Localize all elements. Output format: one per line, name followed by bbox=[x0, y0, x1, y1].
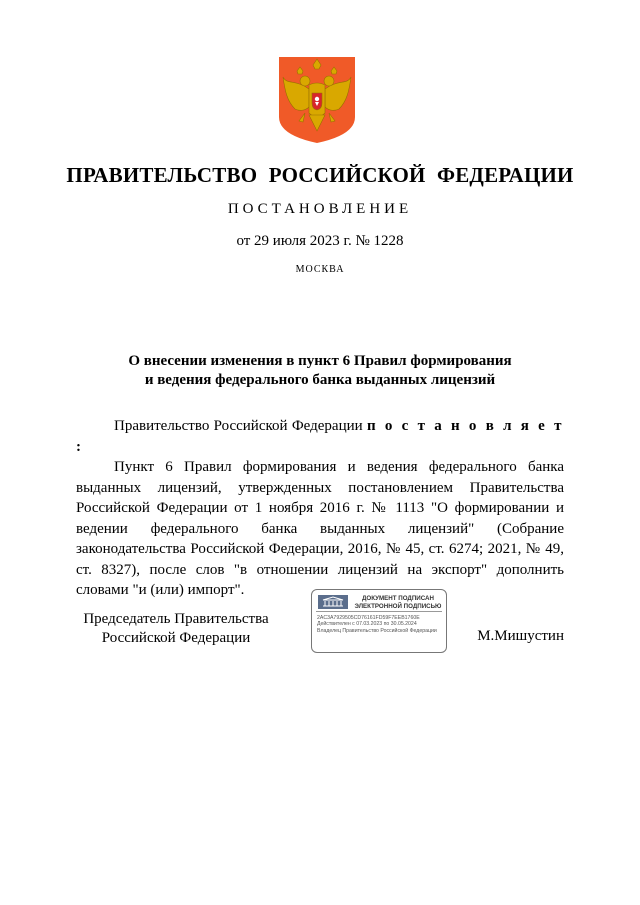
stamp-heading-line-1: ДОКУМЕНТ ПОДПИСАН bbox=[362, 595, 434, 602]
document-city: МОСКВА bbox=[295, 264, 345, 275]
document-body bbox=[76, 416, 564, 601]
signer-name: М.Мишустин bbox=[477, 628, 564, 644]
stamp-divider bbox=[316, 611, 442, 612]
signer-position bbox=[76, 610, 276, 648]
electronic-signature-stamp bbox=[311, 589, 447, 653]
document-date-number: от 29 июля 2023 г. № 1228 bbox=[236, 233, 404, 249]
government-title: ПРАВИТЕЛЬСТВО РОССИЙСКОЙ ФЕДЕРАЦИИ bbox=[66, 163, 574, 187]
stamp-certificate: 2AC3A7929505CD76161FD59F7EEB1760E bbox=[317, 615, 420, 621]
document-type: ПОСТАНОВЛЕНИЕ bbox=[227, 201, 413, 217]
subject-line-1: О внесении изменения в пункт 6 Правил формирования bbox=[128, 353, 512, 369]
stamp-details bbox=[317, 615, 445, 634]
decree-word: п о с т а н о в л я е т : bbox=[76, 418, 564, 455]
preamble-paragraph bbox=[76, 416, 564, 457]
stamp-owner: Владелец Правительство Российской Федерации bbox=[317, 627, 437, 634]
main-paragraph: Пункт 6 Правил формирования и ведения федерального банка выданных лицензий, утвержденных постановлением Правительства Российской Федерации от 1 ноября 2016 г. № 1113 "О формировании и ведении федерального банка выданных лицензий" (Собрание законодательства Российской Федерации, 2016, № 45, ст. 6274; 2021, № 49, ст. 8327), после слов "в отношении лицензий на экспорт" дополнить словами "и (или) импорт". bbox=[76, 459, 564, 598]
russian-coat-of-arms-icon bbox=[275, 55, 359, 145]
stamp-validity: Действителен с 07.03.2023 по 30.05.2024 bbox=[317, 621, 417, 628]
signer-position-line-1: Председатель Правительства bbox=[83, 611, 269, 627]
preamble-text: Правительство Российской Федерации bbox=[114, 418, 367, 434]
document-subject bbox=[80, 352, 560, 390]
subject-line-2: и ведения федерального банка выданных лицензий bbox=[144, 372, 496, 388]
stamp-heading-line-2: ЭЛЕКТРОННОЙ ПОДПИСЬЮ bbox=[354, 602, 442, 610]
stamp-heading bbox=[352, 595, 444, 610]
signer-position-line-2: Российской Федерации bbox=[101, 630, 251, 646]
government-building-icon bbox=[318, 595, 348, 609]
